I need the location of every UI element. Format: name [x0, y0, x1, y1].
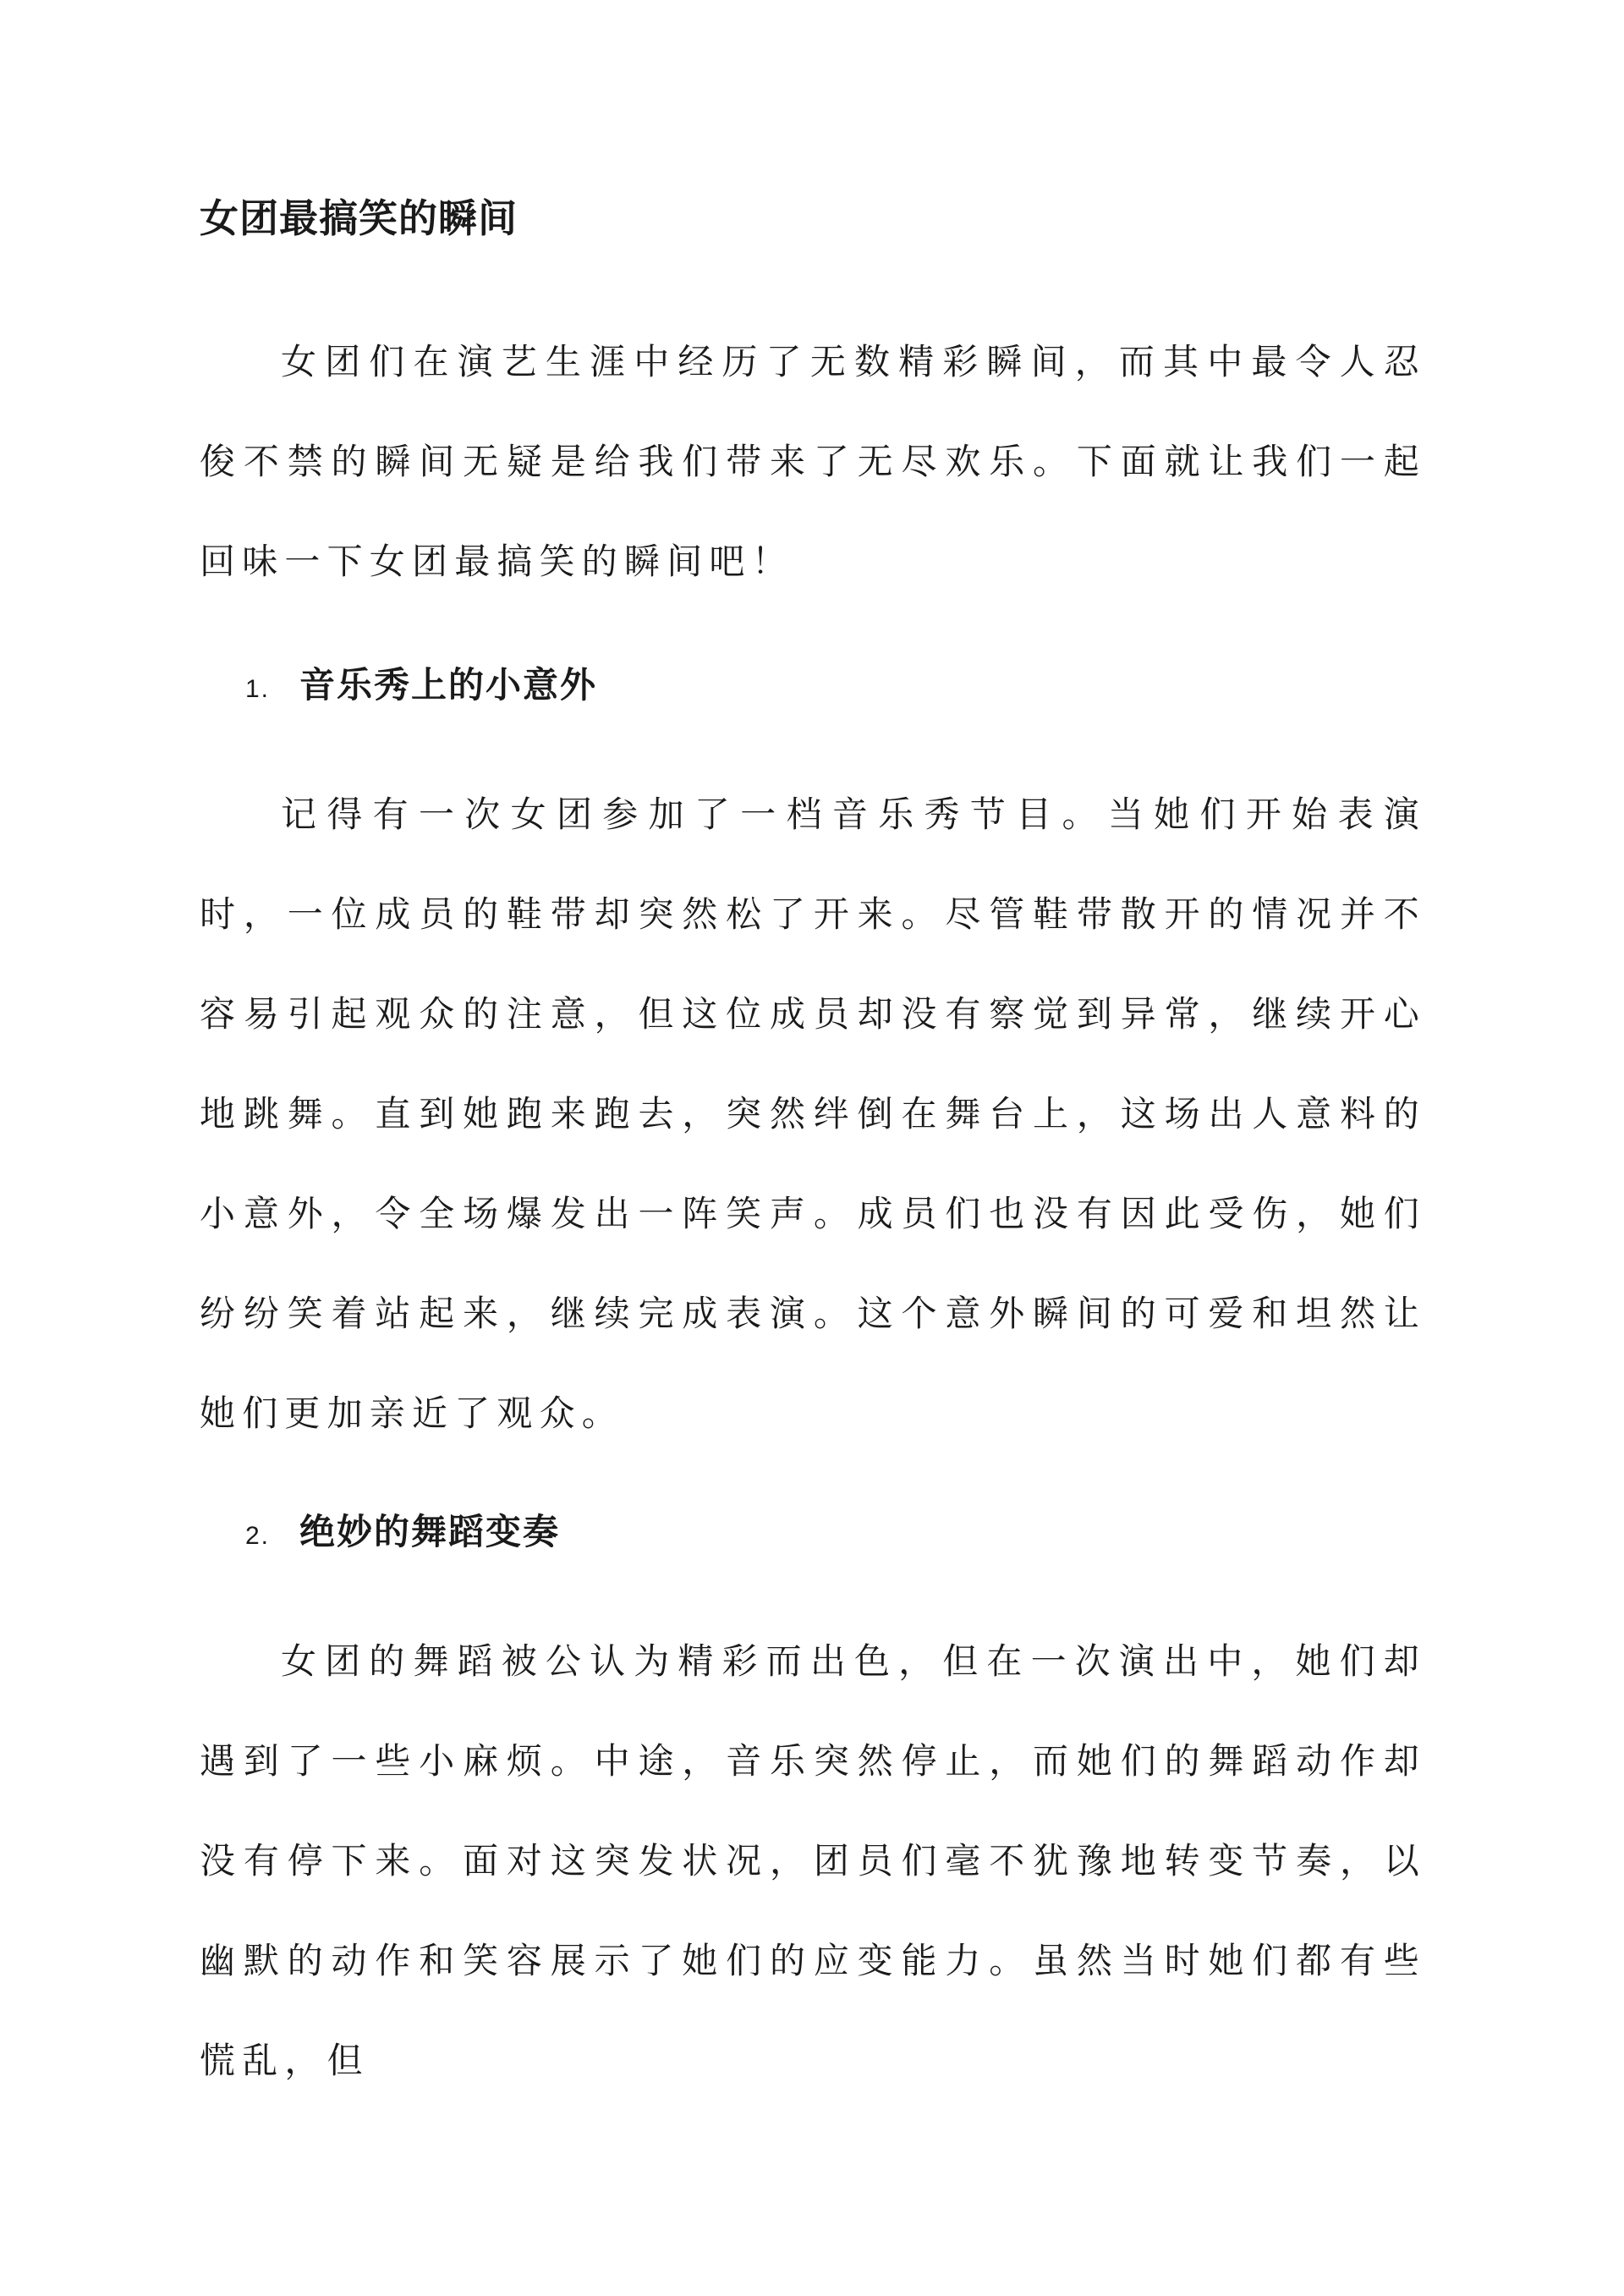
intro-paragraph: 女团们在演艺生涯中经历了无数精彩瞬间，而其中最令人忍俊不禁的瞬间无疑是给我们带来了无尽欢乐。下面就让我们一起回味一下女团最搞笑的瞬间吧！: [200, 341, 1426, 582]
document-title: 女团最搞笑的瞬间: [200, 195, 518, 241]
section-body: 记得有一次女团参加了一档音乐秀节目。当她们开始表演时，一位成员的鞋带却突然松了开来。尽管鞋带散开的情况并不容易引起观众的注意，但这位成员却没有察觉到异常，继续开心地跳舞。直到她跑来跑去，突然绊倒在舞台上，这场出人意料的小意外，令全场爆发出一阵笑声。成员们也没有因此受伤，她们纷纷笑着站起来，继续完成表演。这个意外瞬间的可爱和坦然让她们更加亲近了观众。: [200, 794, 1426, 1434]
section-heading-text: 音乐秀上的小意外: [299, 664, 598, 706]
section-heading-text: 绝妙的舞蹈变奏: [299, 1511, 561, 1552]
section-number: 2.: [245, 1522, 271, 1550]
section-heading: [245, 1508, 560, 1560]
section-body: 女团的舞蹈被公认为精彩而出色，但在一次演出中，她们却遇到了一些小麻烦。中途，音乐突然停止，而她们的舞蹈动作却没有停下来。面对这突发状况，团员们毫不犹豫地转变节奏，以幽默的动作和笑容展示了她们的应变能力。虽然当时她们都有些慌乱，但: [200, 1640, 1426, 2081]
section-number: 1.: [245, 675, 271, 703]
section-heading: [245, 662, 597, 713]
